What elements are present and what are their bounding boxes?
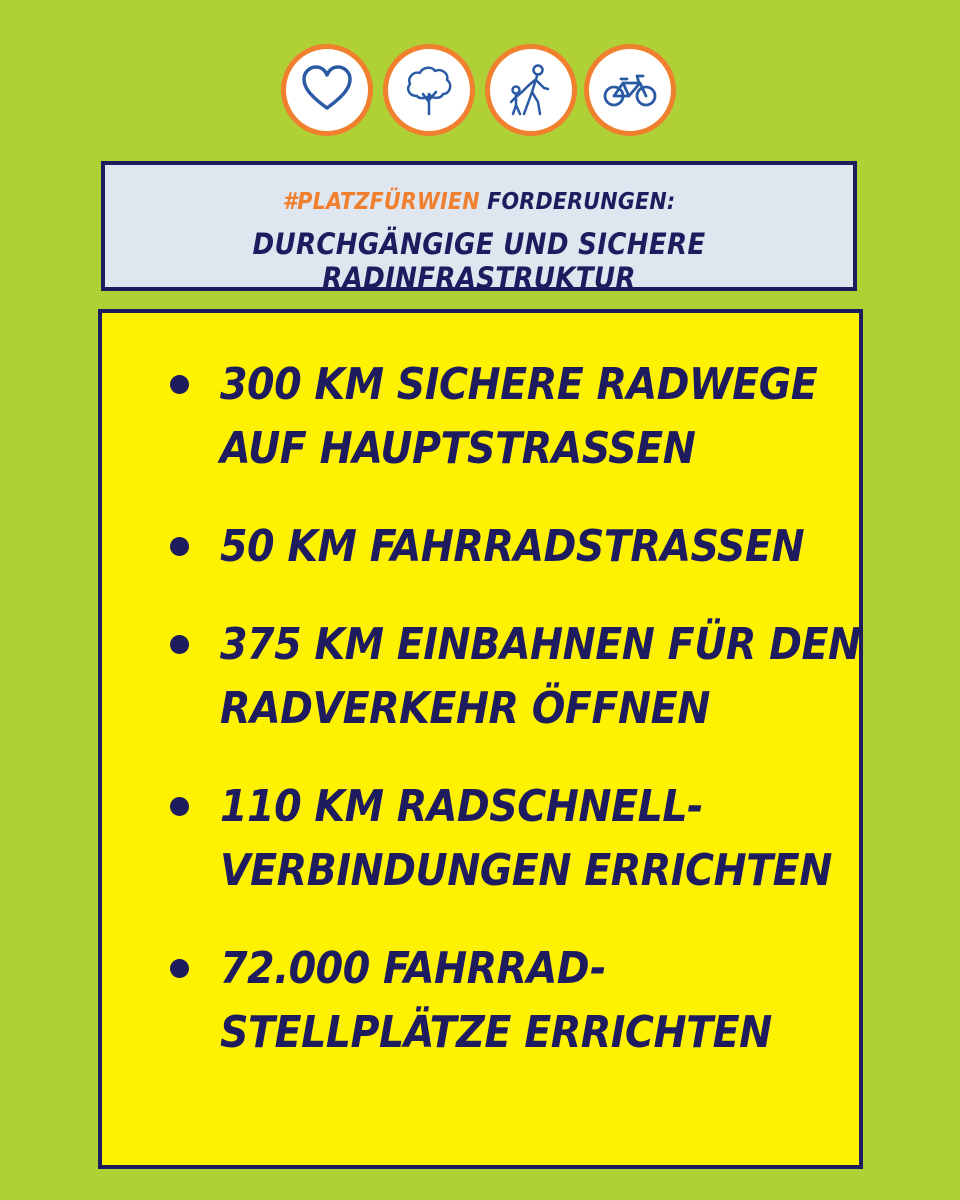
demand-line: 50 KM FAHRRADSTRASSEN [220,521,805,572]
header-title-rest: FORDERUNGEN: [479,189,676,215]
demands-list [168,353,861,1099]
bullet-icon [170,375,189,394]
demand-line: 72.000 FAHRRAD- [220,943,606,994]
demand-item [168,613,861,741]
tree-icon [383,44,475,136]
demand-item [168,353,828,481]
pedestrians-icon [485,44,577,136]
demand-line: STELLPLÄTZE ERRICHTEN [220,1007,772,1058]
demand-line: 110 KM RADSCHNELL- [220,781,703,832]
bullet-icon [170,635,189,654]
hashtag: #PLATZFÜRWIEN [282,189,480,215]
demand-line: VERBINDUNGEN ERRICHTEN [220,845,832,896]
demand-item [168,775,832,903]
heart-icon [281,44,373,136]
demand-line: AUF HAUPTSTRASSEN [220,423,696,474]
demand-item [168,515,828,579]
header-subtitle: DURCHGÄNGIGE UND SICHERE RADINFRASTRUKTUR [252,227,706,295]
demand-line: RADVERKEHR ÖFFNEN [220,683,710,734]
bullet-icon [170,537,189,556]
icon-row [0,44,960,146]
header-box [101,161,857,295]
demand-line: 375 KM EINBAHNEN FÜR DEN [220,619,861,670]
bullet-icon [170,959,189,978]
demand-line: 300 KM SICHERE RADWEGE [220,359,818,410]
demand-item [168,937,828,1065]
header-title [105,189,853,215]
bicycle-icon [584,44,676,136]
demands-box [98,309,863,1169]
bullet-icon [170,797,189,816]
